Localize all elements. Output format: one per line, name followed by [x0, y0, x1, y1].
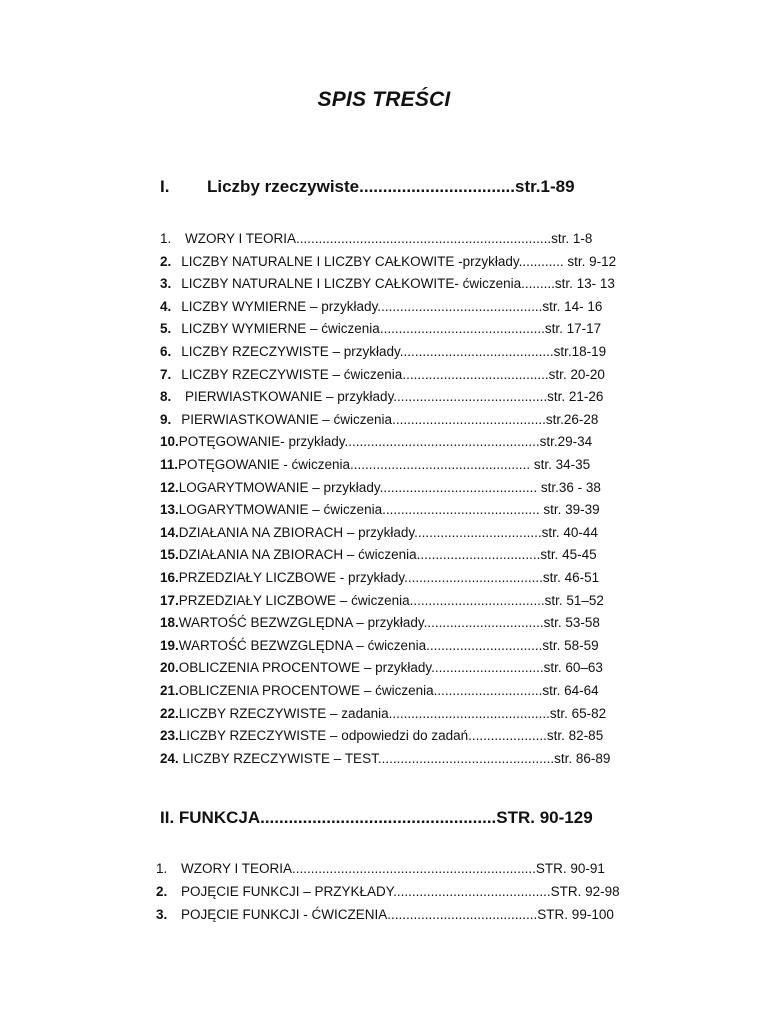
toc-entry-number: 3. — [160, 276, 172, 292]
toc-entry-number: 16. — [160, 570, 179, 585]
toc-entry — [160, 637, 599, 655]
toc-entry — [160, 524, 598, 542]
toc-entry-number: 24. — [160, 750, 179, 766]
toc-entry-text: OBLICZENIA PROCENTOWE – ćwiczenia.............................str. 64-64 — [178, 683, 599, 698]
toc-entry-number: 2. — [160, 253, 172, 269]
toc-entry-text: LICZBY WYMIERNE – przykłady............................................str. 14- 16 — [181, 298, 603, 314]
toc-entry-number: 3. — [156, 907, 168, 922]
toc-entry-number: 1. — [160, 231, 172, 246]
toc-entry — [160, 388, 603, 406]
toc-entry — [160, 569, 599, 587]
toc-entry — [160, 682, 599, 700]
toc-entry-number: 1. — [156, 861, 168, 876]
toc-entry-text: POJĘCIE FUNKCJI - ĆWICZENIA........................................STR. 99-100 — [177, 907, 614, 922]
page-title: SPIS TREŚCI — [317, 88, 451, 111]
toc-entry-text: LICZBY NATURALNE I LICZBY CAŁKOWITE- ćwiczenia.........str. 13- 13 — [181, 276, 615, 292]
toc-entry-number: 9. — [160, 411, 172, 427]
toc-entry — [160, 592, 604, 610]
toc-entry — [156, 860, 605, 878]
toc-entry-number: 11. — [160, 457, 179, 472]
toc-entry-text: POTĘGOWANIE- przykłady....................................................str.29-34 — [178, 434, 593, 450]
toc-entry-number: 12. — [160, 479, 179, 495]
toc-entry — [160, 275, 615, 293]
toc-entry — [160, 705, 606, 723]
toc-entry-text: WARTOŚĆ BEZWZGLĘDNA – ćwiczenia...............................str. 58-59 — [178, 637, 599, 653]
toc-entry-text: LICZBY RZECZYWISTE – odpowiedzi do zadań.....................str. 82-85 — [178, 728, 604, 744]
toc-entry-number: 7. — [160, 366, 172, 382]
toc-entry-text: LOGARYTMOWANIE – ćwiczenia.......................................... str. 39-39 — [178, 502, 600, 518]
toc-entry-number: 4. — [160, 298, 172, 314]
toc-entry-text: DZIAŁANIA NA ZBIORACH – przykłady..................................str. 40-44 — [178, 524, 598, 540]
toc-entry-text: OBLICZENIA PROCENTOWE – przykłady..............................str. 60–63 — [178, 660, 603, 676]
toc-entry-text: PRZEDZIAŁY LICZBOWE - przykłady.....................................str. 46-51 — [178, 570, 600, 585]
toc-entry-number: 15. — [160, 547, 179, 563]
toc-entry-number: 17. — [160, 592, 179, 608]
toc-entry-text: POTĘGOWANIE - ćwiczenia................................................ str. 34-35 — [178, 457, 591, 472]
toc-entry-number: 13. — [160, 502, 179, 518]
toc-entry — [160, 411, 598, 429]
toc-entry — [156, 906, 614, 924]
toc-entry-number: 5. — [160, 321, 172, 337]
toc-entry-number: 23. — [160, 728, 179, 744]
toc-entry — [160, 659, 603, 677]
toc-entry-text: LOGARYTMOWANIE – przykłady.......................................... str.36 - 38 — [178, 479, 601, 495]
toc-entry — [160, 456, 590, 474]
toc-entry — [160, 501, 600, 519]
section-1-number: I. — [160, 177, 170, 196]
toc-entry — [160, 343, 606, 361]
toc-entry-text: LICZBY NATURALNE I LICZBY CAŁKOWITE -przykłady............ str. 9-12 — [181, 253, 617, 269]
toc-entry-text: PRZEDZIAŁY LICZBOWE – ćwiczenia....................................str. 51–52 — [178, 592, 604, 608]
toc-entry-number: 22. — [160, 705, 179, 721]
toc-entry-number: 10. — [160, 434, 179, 450]
toc-entry-text: WZORY I TEORIA....................................................................str. 1-8 — [181, 231, 593, 246]
toc-entry-text: PIERWIASTKOWANIE – przykłady.........................................str. 21-26 — [181, 389, 604, 405]
toc-entry-number: 6. — [160, 344, 172, 359]
toc-entry-text: POJĘCIE FUNKCJI – PRZYKŁADY..........................................STR. 92-98 — [177, 884, 620, 899]
toc-entry — [156, 883, 620, 901]
toc-entry-text: LICZBY RZECZYWISTE – TEST...............................................str. 86-89 — [178, 750, 611, 766]
toc-entry — [160, 727, 603, 745]
toc-entry — [160, 320, 601, 338]
toc-entry-text: LICZBY RZECZYWISTE – ćwiczenia.......................................str. 20-20 — [181, 366, 605, 382]
toc-entry-text: LICZBY RZECZYWISTE – przykłady.........................................str.18-19 — [181, 344, 607, 359]
toc-entry-number: 18. — [160, 615, 179, 631]
toc-entry-text: WARTOŚĆ BEZWZGLĘDNA – przykłady................................str. 53-58 — [178, 615, 600, 631]
toc-entry — [160, 433, 592, 451]
toc-entry-text: PIERWIASTKOWANIE – ćwiczenia.........................................str.26-28 — [181, 411, 599, 427]
section-2-heading: II. FUNKCJA..................................................STR. 90-129 — [160, 808, 593, 827]
toc-entry-number: 8. — [160, 389, 172, 405]
toc-entry — [160, 479, 601, 497]
toc-entry-number: 20. — [160, 660, 179, 676]
toc-entry — [160, 546, 597, 564]
toc-entry — [160, 230, 592, 248]
toc-entry-number: 19. — [160, 637, 179, 653]
toc-entry — [160, 366, 605, 384]
toc-entry-text: LICZBY WYMIERNE – ćwiczenia............................................str. 17-17 — [181, 321, 602, 337]
toc-entry — [160, 750, 610, 768]
toc-entry — [160, 298, 602, 316]
toc-entry-text: LICZBY RZECZYWISTE – zadania...........................................str. 65-82 — [178, 705, 607, 721]
toc-entry-text: DZIAŁANIA NA ZBIORACH – ćwiczenia.................................str. 45-45 — [178, 547, 597, 563]
toc-entry-number: 14. — [160, 524, 179, 540]
toc-entry-number: 2. — [156, 884, 168, 899]
section-1-heading: Liczby rzeczywiste.................................str.1-89 — [207, 177, 575, 196]
toc-entry — [160, 253, 616, 271]
toc-entry — [160, 614, 600, 632]
toc-entry-text: WZORY I TEORIA.................................................................STR. 90-91 — [177, 861, 605, 876]
toc-entry-number: 21. — [160, 683, 179, 698]
